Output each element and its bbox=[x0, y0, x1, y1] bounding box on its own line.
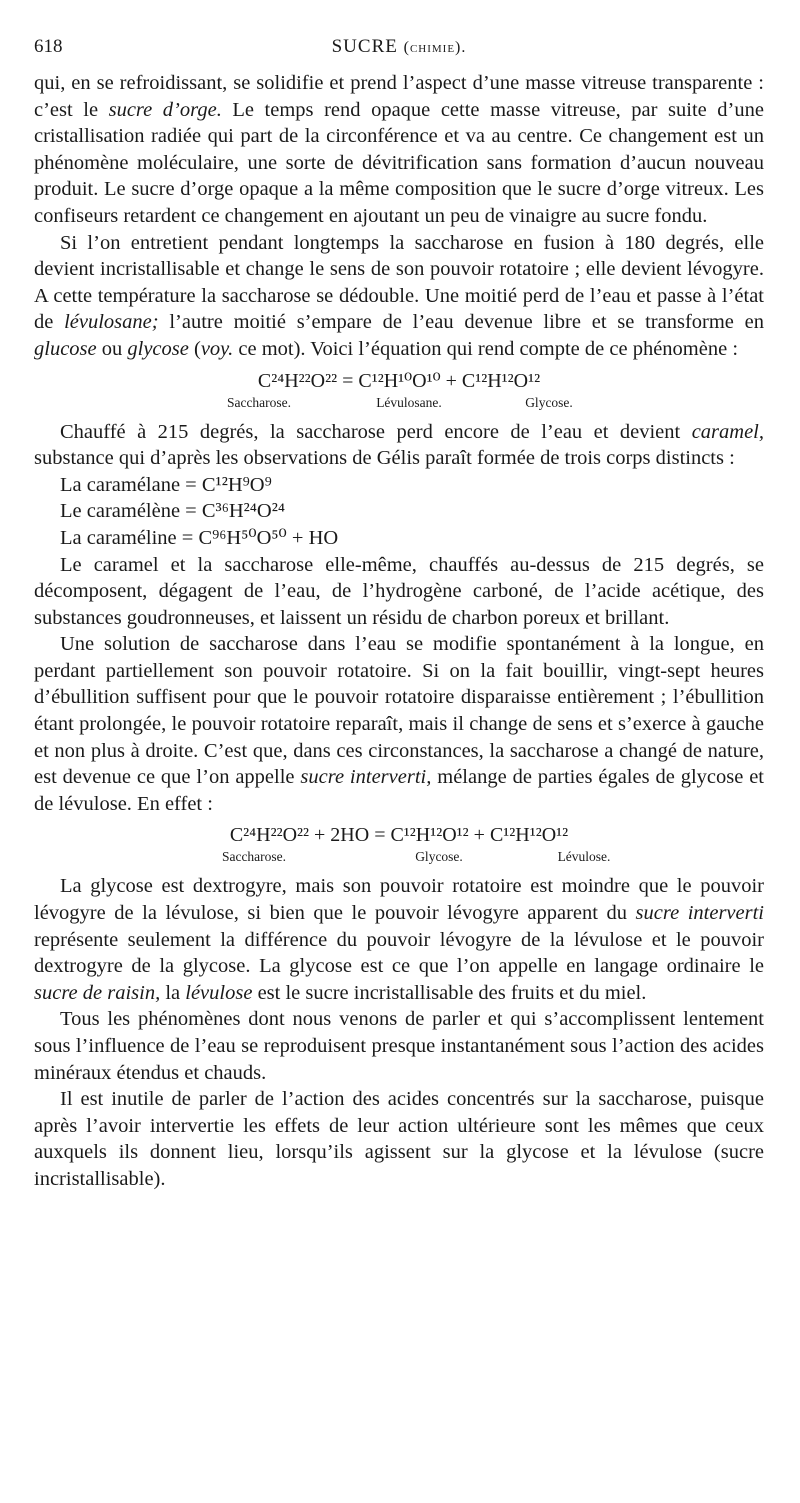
list-item: La caramélane = C¹²H⁹O⁹ bbox=[60, 473, 272, 496]
paragraph-5 bbox=[34, 631, 764, 817]
equation-1: C²⁴H²²O²² = C¹²H¹⁰O¹⁰ + C¹²H¹²O¹² bbox=[257, 369, 541, 392]
text-run: qui, en se refroidissant, se solidifie et prend l’aspect d’une masse vitreuse transparente : c’est le bbox=[34, 72, 764, 121]
paragraph-3 bbox=[34, 419, 764, 472]
text-run: Le temps rend opaque cette masse vitreuse, par suite d’une cristallisation radiée qui part de la circonférence et va au centre. Ce changement est un phénomène moléculaire, une sorte de dévitrification sans formation d’aucun nouveau produit. Le sucre d’orge opaque a la même composition que le sucre d’orge vitreux. Les confiseurs retardent ce changement en ajoutant un peu de vinaigre au sucre fondu. bbox=[34, 98, 764, 227]
text-run: Une solution de saccharose dans l’eau se modifie spontanément à la longue, en perdant partiellement son pouvoir rotatoire. Si on la fait bouillir, vingt-sept heures d’ébullition suffisent pour que le pouvoir rotatoire disparaisse entièrement ; l’ébullition étant prolongée, le pouvoir rotatoire reparaît, mais il change de sens et s’exerce à gauche et non plus à droite. C’est que, dans ces circonstances, la saccharose a changé de nature, est devenue ce que l’on appelle bbox=[34, 633, 764, 789]
equation-2: C²⁴H²²O²² + 2HO = C¹²H¹²O¹² + C¹²H¹²O¹² bbox=[229, 824, 569, 847]
italic-term: sucre d’orge. bbox=[108, 98, 222, 121]
paragraph-7: Tous les phénomènes dont nous venons de parler et qui s’accomplissent lentement sous l’influence de l’eau se reproduisent presque instantanément sous l’action des acides minéraux étendus et chauds. bbox=[34, 1008, 764, 1084]
italic-term: lévulosane; bbox=[64, 311, 159, 334]
italic-term: lévulose bbox=[185, 981, 253, 1004]
running-title bbox=[34, 36, 764, 58]
running-title-sub: (chimie). bbox=[403, 39, 467, 56]
paragraph-1 bbox=[34, 70, 764, 230]
equation-1-labels bbox=[34, 395, 764, 411]
paragraph-4: Le caramel et la saccharose elle-même, chauffés au-dessus de 215 degrés, se décomposent, dégagent de l’eau, de l’hydrogène carboné, de l’acide acétique, des substances goudronneuses, et laissent un résidu de charbon poreux et brillant. bbox=[34, 553, 764, 629]
italic-term: glycose bbox=[127, 337, 189, 360]
italic-term: sucre interverti, bbox=[300, 766, 432, 789]
text-run: Chauffé à 215 degrés, la saccharose perd encore de l’eau et devient bbox=[60, 420, 692, 443]
italic-term: sucre de raisin, bbox=[34, 981, 161, 1004]
italic-term: caramel, bbox=[691, 420, 764, 443]
article-body bbox=[34, 70, 764, 1193]
equation-2-labels bbox=[34, 849, 764, 865]
text-run: Si l’on entretient pendant longtemps la saccharose en fusion à 180 degrés, elle devient incristallisable et change le sens de son pouvoir rotatoire ; elle devient lévogyre. A cette température la saccharose se dédouble. Une moitié perd de l’eau et passe à l’état de bbox=[34, 231, 764, 334]
equation-label: Lévulose. bbox=[557, 849, 611, 865]
text-run: ce mot). Voici l’équation qui rend compte de ce phénomène : bbox=[233, 337, 739, 360]
paragraph-8: Il est inutile de parler de l’action des acides concentrés sur la saccharose, puisque après l’avoir intervertie les effets de leur action ultérieure sont les mêmes que ceux auxquels ils donnent lieu, lorsqu’ils agissent sur la glycose et la lévulose (sucre incristallisable). bbox=[34, 1088, 764, 1190]
text-run: substance qui d’après les observations de Gélis paraît formée de trois corps distincts : bbox=[34, 447, 735, 470]
list-item: Le caramélène = C³⁶H²⁴O²⁴ bbox=[60, 500, 286, 523]
page-header bbox=[34, 34, 764, 64]
text-run: La glycose est dextrogyre, mais son pouvoir rotatoire est moindre que le pouvoir lévogyre de la lévulose, si bien que le pouvoir lévogyre apparent du bbox=[34, 875, 764, 925]
italic-term: sucre interverti bbox=[635, 902, 764, 925]
running-title-main: SUCRE bbox=[331, 36, 398, 57]
equation-label: Saccharose. bbox=[221, 849, 287, 865]
text-run: mélange de parties égales de glycose et de lévulose. En effet : bbox=[34, 766, 764, 815]
caramel-list bbox=[34, 472, 764, 552]
italic-term: glucose bbox=[34, 337, 97, 360]
text-run: ( bbox=[188, 337, 201, 360]
paragraph-2 bbox=[34, 230, 764, 363]
list-item: La caraméline = C⁹⁶H⁵⁰O⁵⁰ + HO bbox=[60, 526, 339, 549]
equation-label: Glycose. bbox=[525, 394, 573, 410]
equation-label: Glycose. bbox=[415, 849, 463, 865]
italic-term: voy. bbox=[200, 337, 234, 360]
text-run: l’autre moitié s’empare de l’eau devenue libre et se transforme en bbox=[158, 311, 764, 334]
equation-label: Lévulosane. bbox=[376, 394, 442, 410]
page-number: 618 bbox=[34, 36, 63, 57]
text-run: ou bbox=[96, 337, 128, 360]
text-run: la bbox=[160, 981, 186, 1004]
text-run: est le sucre incristallisable des fruits et du miel. bbox=[252, 981, 647, 1004]
paragraph-6 bbox=[34, 873, 764, 1006]
equation-label: Saccharose. bbox=[226, 394, 292, 410]
text-run: représente seulement la différence du pouvoir lévogyre de la lévulose et le pouvoir dextrogyre de la glycose. La glycose est ce que l’on appelle en langage ordinaire le bbox=[34, 928, 764, 978]
